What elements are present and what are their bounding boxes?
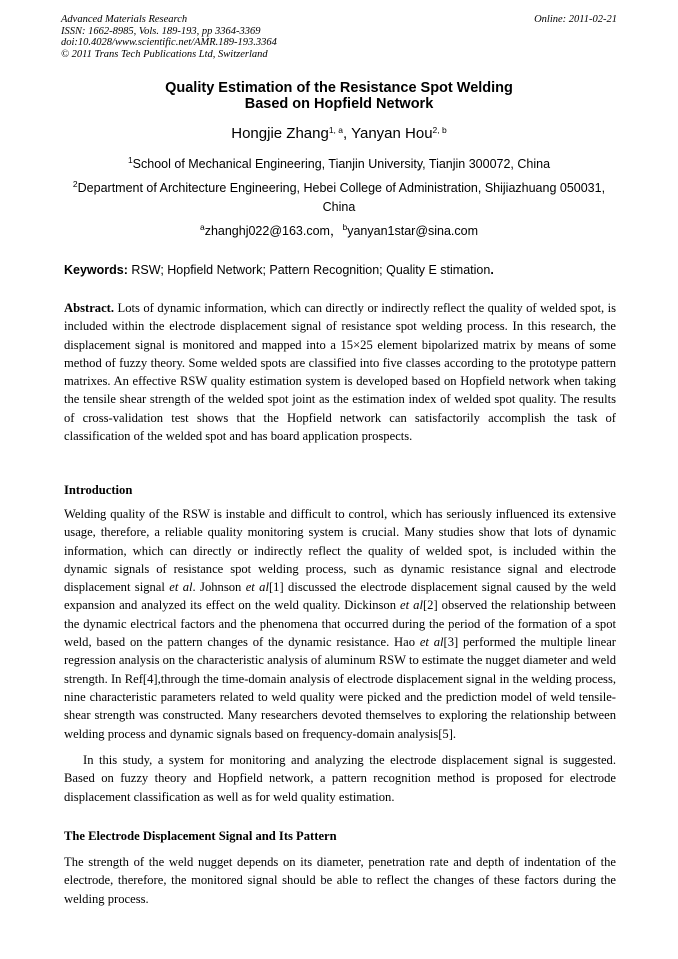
author-2-name: Yanyan Hou bbox=[351, 125, 433, 142]
affiliation-1-sup: 1 bbox=[127, 155, 133, 165]
keywords bbox=[64, 261, 616, 279]
email-b[interactable]: yanyan1star@sina.com bbox=[347, 224, 479, 238]
keywords-end: . bbox=[490, 263, 494, 277]
author-2-sup: 2, b bbox=[432, 125, 447, 135]
intro-text-4: [2] observed the relationship between the dynamic electrical factors and the phenomena that occurred during the period of the formation of a spot weld, based on the pattern changes of the dynamic resistance. Hao bbox=[64, 598, 616, 650]
author-1-name: Hongjie Zhang bbox=[231, 125, 329, 142]
title-line-1: Quality Estimation of the Resistance Spot Welding bbox=[165, 80, 513, 96]
intro-text-2: . Johnson bbox=[192, 580, 246, 595]
journal-name: Advanced Materials Research bbox=[61, 14, 188, 25]
intro-text-3: [1] discussed the electrode displacement signal caused by the weld expansion and analyzed its effect on the weld quality. Dickinson bbox=[64, 580, 616, 613]
etal-1: et al bbox=[169, 580, 193, 595]
author-separator: , bbox=[343, 125, 352, 142]
etal-4: et al bbox=[419, 635, 444, 650]
affiliation-1 bbox=[61, 155, 617, 174]
intro-text-5: [3] performed the multiple linear regression analysis on the characteristic analysis of aluminum RSW to estimate the nugget diameter and weld strength. In Ref[4],through the time-domain analysis of electrode displacement signal in the welding process, nine characteristic parameters related to weld quality were picked and the prediction model of weld tensile-shear strength was constructed. Many researchers devoted themselves to exploring the relationship between welding process and dynamic signals based on frequency-domain analysis[5]. bbox=[64, 635, 616, 741]
doi-line: doi:10.4028/www.scientific.net/AMR.189-193.3364 bbox=[61, 37, 277, 48]
email-a[interactable]: zhanghj022@163.com bbox=[204, 224, 330, 238]
journal-header bbox=[61, 14, 617, 60]
abstract bbox=[64, 299, 616, 445]
issn-line: ISSN: 1662-8985, Vols. 189-193, pp 3364-3369 bbox=[61, 25, 261, 37]
affiliation-2-text: Department of Architecture Engineering, Hebei College of Administration, Shijiazhuang 050031, China bbox=[77, 181, 606, 214]
introduction-paragraph-1 bbox=[64, 505, 616, 743]
section-2-paragraph-1: The strength of the weld nugget depends on its diameter, penetration rate and depth of indentation of the electrode, therefore, the monitored signal should be able to reflect the changes of these factors during the welding process. bbox=[64, 855, 616, 906]
affiliation-1-text: School of Mechanical Engineering, Tianjin University, Tianjin 300072, China bbox=[132, 157, 551, 171]
keywords-text: RSW; Hopfield Network; Pattern Recognition; Quality E stimation bbox=[127, 263, 491, 277]
abstract-text: Lots of dynamic information, which can directly or indirectly reflect the quality of welded spot, is included within the electrode displacement signal of resistance spot welding process. In this research, the displacement signal is monitored and mapped into a 15×25 element bipolarized matrix by means of some method of fuzzy theory. Some welded spots are classified into five classes according to the prototype pattern matrixes. An effective RSW quality estimation system is developed based on Hopfield network when taking the tensile shear strength of the welded spot joint as the estimation index of welded spot quality. The results of cross-validation test shows that the Hopfield network can satisfactorily accomplish the task of classification of the welded spot and has board application prospects. bbox=[64, 301, 616, 444]
author-1-sup: 1, a bbox=[328, 125, 344, 135]
affiliation-2-sup: 2 bbox=[72, 179, 78, 189]
author-emails bbox=[61, 222, 617, 241]
introduction-heading: Introduction bbox=[64, 483, 133, 497]
email-b-sup: b bbox=[342, 222, 348, 232]
affiliation-2 bbox=[61, 179, 617, 217]
etal-3: et al bbox=[400, 598, 423, 613]
abstract-label: Abstract. bbox=[64, 301, 115, 315]
author-list bbox=[61, 125, 617, 143]
intro-text-1: Welding quality of the RSW is instable and difficult to control, which has seriously influenced its extensive usage, therefore, a reliable quality monitoring system is crucial. Many studies show that lots of dynamic information, which can directly or indirectly reflect the quality of welded spot, is included within the dynamic signals of resistance spot welding process, such as dynamic resistance signal and electrode displacement signal bbox=[64, 507, 616, 595]
introduction-paragraph-2: In this study, a system for monitoring and analyzing the electrode displacement signal is suggested. Based on fuzzy theory and Hopfield network, a pattern recognition method is proposed for electrode displacement classification as well as for weld quality estimation. bbox=[64, 753, 616, 804]
title-line-2: Based on Hopfield Network bbox=[244, 96, 434, 112]
paper-title bbox=[61, 80, 617, 112]
keywords-label: Keywords: bbox=[64, 263, 128, 277]
section-2-heading: The Electrode Displacement Signal and Its Pattern bbox=[64, 829, 337, 843]
etal-2: et al bbox=[245, 580, 269, 595]
email-separator: ， bbox=[329, 224, 343, 238]
email-a-sup: a bbox=[199, 222, 205, 232]
online-date: Online: 2011-02-21 bbox=[534, 14, 617, 25]
copyright-line: © 2011 Trans Tech Publications Ltd, Switzerland bbox=[61, 48, 268, 60]
